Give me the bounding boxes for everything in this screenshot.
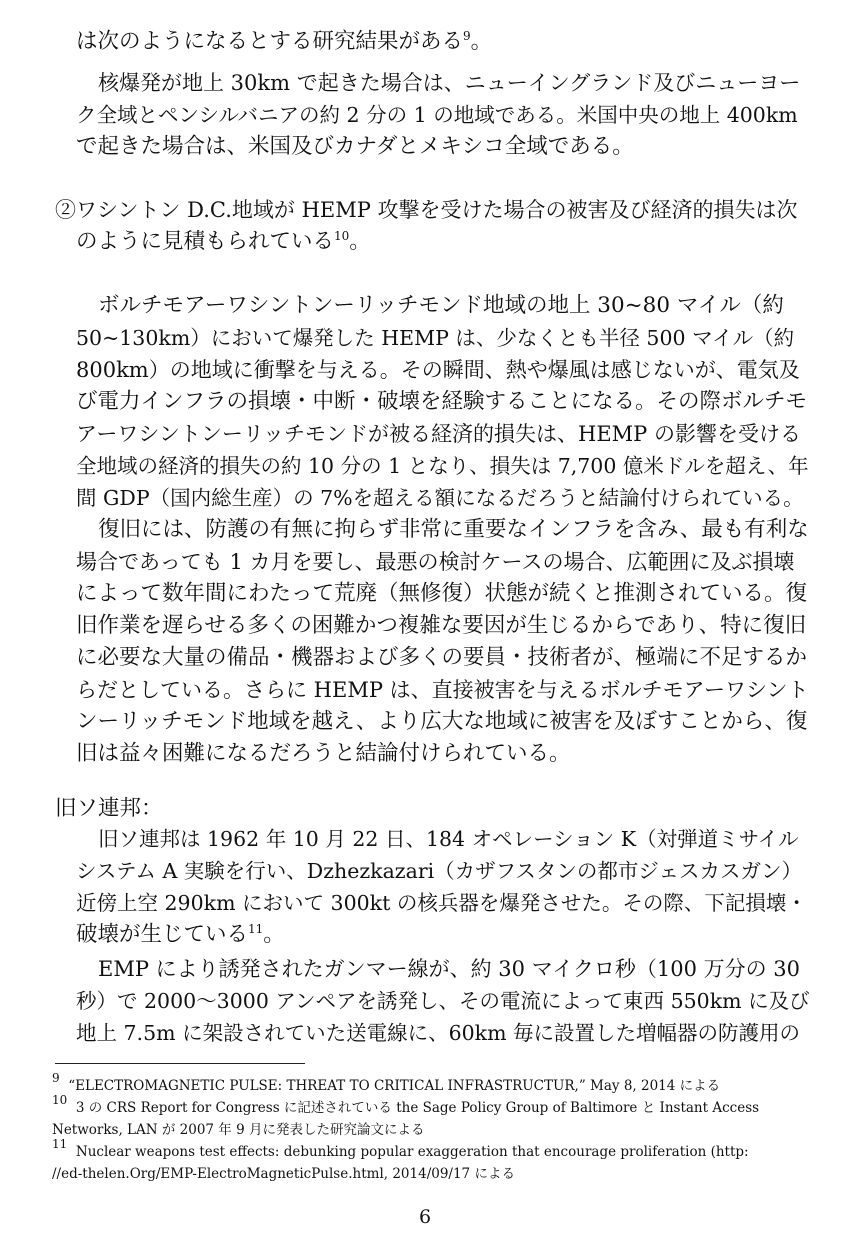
body-line: 旧ソ連邦は 1962 年 10 月 22 日、184 オペレーション K（対弾道ミサイル — [98, 827, 799, 851]
body-line: ボルチモアーワシントンーリッチモンド地域の地上 30~80 マイル（約 — [98, 293, 784, 318]
footnote-continuation: Networks, LAN が 2007 年 9 月に発表した研究論文による — [52, 1122, 425, 1138]
footnote: $^9$ “ELECTROMAGNETIC PULSE: THREAT TO CRITICAL INFRASTRUCTUR,” May 8, 2014 による — [52, 1071, 721, 1094]
footnote: $^{10}$ 3 の CRS Report for Congress に記述されている the Sage Policy Group of Baltimore と Instant Access — [52, 1093, 760, 1116]
body-line: EMP により誘発されたガンマー線が、約 30 マイクロ秒（100 万分の 30 — [98, 957, 801, 981]
body-line: 場合であっても 1 カ月を要し、最悪の検討ケースの場合、広範囲に及ぶ損壊 — [76, 550, 795, 574]
body-line: のように見積もられている$^{10}$。 — [76, 229, 371, 254]
body-line: らだとしている。さらに HEMP は、直接被害を与えるボルチモアーワシント — [76, 678, 809, 702]
body-line: 近傍上空 290km において 300kt の核兵器を爆発させた。その際、下記損壊・ — [76, 891, 807, 915]
body-line: 50~130km）において爆発した HEMP は、少なくとも半径 500 マイル（約 — [76, 326, 795, 350]
body-line: 全地域の経済的損失の約 10 分の 1 となり、損失は 7,700 億米ドルを超え、年 — [76, 454, 809, 478]
body-line: 復旧には、防護の有無に拘らず非常に重要なインフラを含み、最も有利な — [98, 517, 809, 542]
body-line: システム A 実験を行い、Dzhezkazari（カザフスタンの都市ジェスカスガン） — [76, 859, 802, 883]
footnote-divider — [55, 1063, 305, 1064]
body-line: 旧作業を遅らせる多くの困難かつ複雑な要因が生じるからであり、特に復旧 — [76, 613, 807, 638]
body-line: アーワシントンーリッチモンドが被る経済的損失は、HEMP の影響を受ける — [76, 422, 801, 446]
body-line: 地上 7.5m に架設されていた送電線に、60km 毎に設置した増幅器の防護用の — [76, 1021, 801, 1045]
body-line: によって数年間にわたって荒廃（無修復）状態が続くと推測されている。復 — [76, 581, 808, 606]
body-line: 破壊が生じている$^{11}$。 — [76, 922, 285, 947]
page-number: 6 — [418, 1206, 432, 1228]
footnote-ref[interactable]: 9 — [463, 29, 471, 43]
body-line: 核爆発が地上 30km で起きた場合は、ニューイングランド及びニューヨー — [98, 71, 801, 95]
footnote-continuation: //ed-thelen.Org/EMP-ElectroMagneticPulse.html, 2014/09/17 による — [52, 1166, 515, 1182]
list-item-line: ②ワシントン D.C.地域が HEMP 攻撃を受けた場合の被害及び経済的損失は次 — [55, 198, 798, 222]
body-line: で起きた場合は、米国及びカナダとメキシコ全域である。 — [76, 134, 634, 159]
body-line: は次のようになるとする研究結果がある$^9$。 — [76, 29, 493, 54]
body-line: 秒）で 2000～3000 アンペアを誘発し、その電流によって東西 550km に及び — [76, 989, 810, 1013]
body-line: 旧は益々困難になるだろうと結論付けられている。 — [76, 741, 571, 766]
footnote-ref[interactable]: 10 — [334, 229, 350, 243]
footnote-ref[interactable]: 11 — [248, 922, 264, 936]
body-line: ク全域とペンシルバニアの約 2 分の 1 の地域である。米国中央の地上 400km — [76, 103, 798, 127]
body-line: び電力インフラの損壊・中断・破壊を経験することになる。その際ボルチモ — [76, 389, 808, 414]
body-line: に必要な大量の備品・機器および多くの要員・技術者が、極端に不足するか — [76, 645, 808, 670]
footnote: $^{11}$ Nuclear weapons test effects: debunking popular exaggeration that encourage proliferation (http: — [52, 1137, 749, 1160]
body-line: 800km）の地域に衝撃を与える。その瞬間、熱や爆風は感じないが、電気及 — [76, 358, 800, 382]
section-heading: 旧ソ連邦： — [55, 796, 163, 821]
body-line: ンーリッチモンド地域を越え、より広大な地域に被害を及ぼすことから、復 — [76, 709, 808, 734]
body-line: 間 GDP（国内総生産）の 7%を超える額になるだろうと結論付けられている。 — [76, 486, 804, 510]
